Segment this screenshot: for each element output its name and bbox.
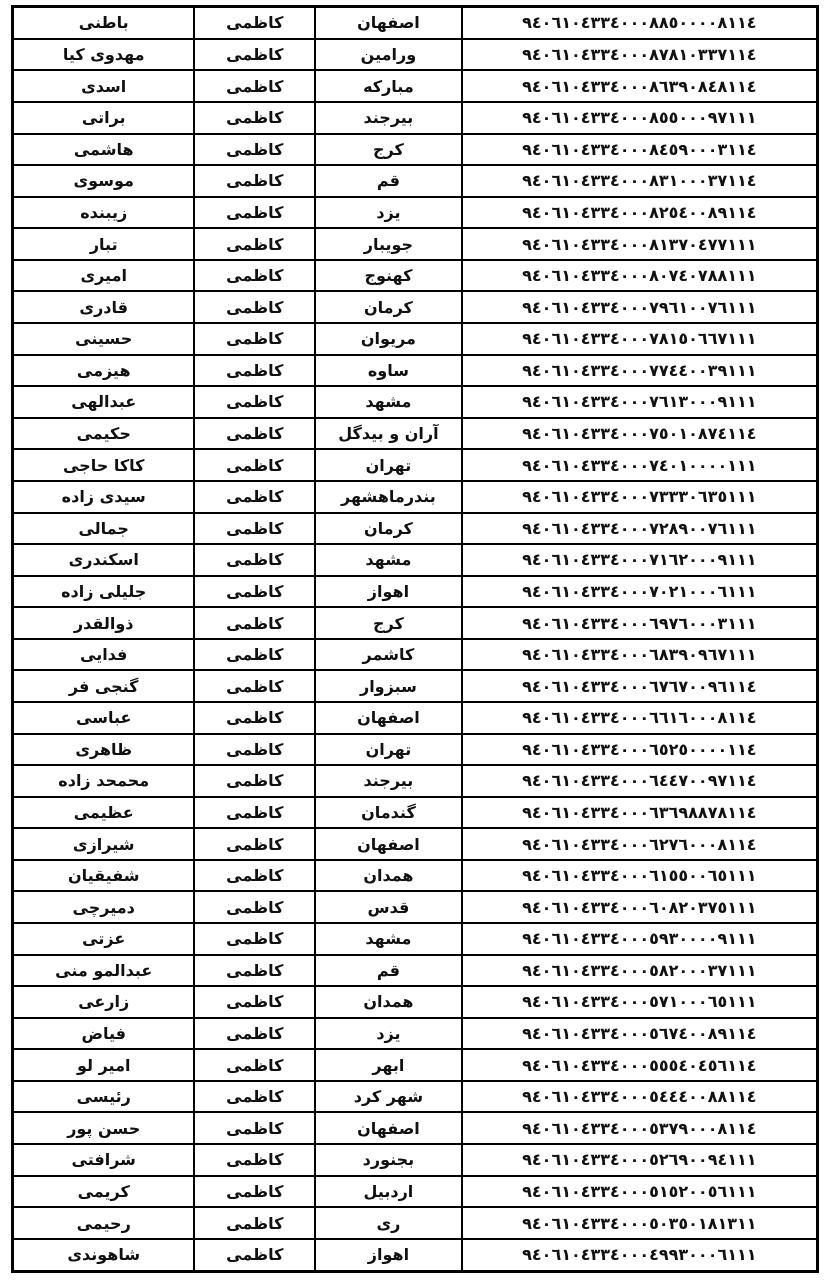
first-name-cell: کاظمی [194, 260, 315, 292]
first-name-cell: کاظمی [194, 197, 315, 229]
city-cell: ساوه [315, 355, 462, 387]
city-cell: بیرجند [315, 102, 462, 134]
family-name-cell: شفیقیان [13, 860, 195, 892]
family-name-cell: شیرازی [13, 828, 195, 860]
table-row [13, 923, 818, 955]
first-name-cell: کاظمی [194, 544, 315, 576]
tracking-number-cell: ٩٤٠٦١٠٤٣٣٤٠٠٠٥٤٤٤٠٠٨٨١١٤ [462, 1081, 818, 1113]
tracking-number-cell: ٩٤٠٦١٠٤٣٣٤٠٠٠٥٩٣٠٠٠٠٩١١١ [462, 923, 818, 955]
first-name-cell: کاظمی [194, 102, 315, 134]
first-name-cell: کاظمی [194, 797, 315, 829]
family-name-cell: زارعی [13, 986, 195, 1018]
first-name-cell: کاظمی [194, 513, 315, 545]
tracking-number-cell: ٩٤٠٦١٠٤٣٣٤٠٠٠٨٢٥٤٠٠٨٩١١٤ [462, 197, 818, 229]
first-name-cell: کاظمی [194, 923, 315, 955]
first-name-cell: کاظمی [194, 734, 315, 766]
family-name-cell: هاشمی [13, 134, 195, 166]
city-cell: اصفهان [315, 702, 462, 734]
first-name-cell: کاظمی [194, 39, 315, 71]
first-name-cell: کاظمی [194, 70, 315, 102]
tracking-number-cell: ٩٤٠٦١٠٤٣٣٤٠٠٠٥٦٧٤٠٠٨٩١١٤ [462, 1018, 818, 1050]
tracking-number-cell: ٩٤٠٦١٠٤٣٣٤٠٠٠٧٣٣٣٠٦٣٥١١١ [462, 481, 818, 513]
family-name-cell: ذوالقدر [13, 607, 195, 639]
tracking-number-cell: ٩٤٠٦١٠٤٣٣٤٠٠٠٥٢٦٩٠٠٩٤١١١ [462, 1144, 818, 1176]
tracking-number-cell: ٩٤٠٦١٠٤٣٣٤٠٠٠٧٠٢١٠٠٠٦١١١ [462, 576, 818, 608]
family-name-cell: اسکندری [13, 544, 195, 576]
table-row [13, 639, 818, 671]
first-name-cell: کاظمی [194, 1049, 315, 1081]
table-row [13, 449, 818, 481]
first-name-cell: کاظمی [194, 1081, 315, 1113]
table-row [13, 544, 818, 576]
tracking-number-cell: ٩٤٠٦١٠٤٣٣٤٠٠٠٨٥٥٠٠٠٩٧١١١ [462, 102, 818, 134]
city-cell: تهران [315, 734, 462, 766]
family-name-cell: دمیرچی [13, 891, 195, 923]
table-row [13, 1112, 818, 1144]
family-name-cell: قادری [13, 291, 195, 323]
family-name-cell: جلیلی زاده [13, 576, 195, 608]
tracking-number-cell: ٩٤٠٦١٠٤٣٣٤٠٠٠٥٠٣٥٠١٨١٣١١ [462, 1207, 818, 1239]
first-name-cell: کاظمی [194, 765, 315, 797]
city-cell: کرمان [315, 291, 462, 323]
family-name-cell: زیبنده [13, 197, 195, 229]
table-row [13, 165, 818, 197]
first-name-cell: کاظمی [194, 1207, 315, 1239]
table-row [13, 197, 818, 229]
city-cell: آران و بیدگل [315, 418, 462, 450]
family-name-cell: ظاهری [13, 734, 195, 766]
city-cell: اردبیل [315, 1176, 462, 1208]
first-name-cell: کاظمی [194, 1018, 315, 1050]
city-cell: تهران [315, 449, 462, 481]
first-name-cell: کاظمی [194, 955, 315, 987]
table-row [13, 955, 818, 987]
family-name-cell: براتی [13, 102, 195, 134]
city-cell: همدان [315, 986, 462, 1018]
table-row [13, 860, 818, 892]
city-cell: اهواز [315, 1239, 462, 1272]
table-row [13, 70, 818, 102]
table-row [13, 1176, 818, 1208]
family-name-cell: فیاض [13, 1018, 195, 1050]
family-name-cell: رئیسی [13, 1081, 195, 1113]
city-cell: همدان [315, 860, 462, 892]
city-cell: اصفهان [315, 1112, 462, 1144]
first-name-cell: کاظمی [194, 828, 315, 860]
city-cell: ابهر [315, 1049, 462, 1081]
tracking-number-cell: ٩٤٠٦١٠٤٣٣٤٠٠٠٦٦١٦٠٠٠٨١١٤ [462, 702, 818, 734]
family-name-cell: گنجی فر [13, 670, 195, 702]
first-name-cell: کاظمی [194, 1176, 315, 1208]
first-name-cell: کاظمی [194, 418, 315, 450]
first-name-cell: کاظمی [194, 481, 315, 513]
tracking-number-cell: ٩٤٠٦١٠٤٣٣٤٠٠٠٦٤٤٧٠٠٩٧١١٤ [462, 765, 818, 797]
first-name-cell: کاظمی [194, 1239, 315, 1272]
tracking-number-cell: ٩٤٠٦١٠٤٣٣٤٠٠٠٥٣٧٩٠٠٠٨١١٤ [462, 1112, 818, 1144]
tracking-number-cell: ٩٤٠٦١٠٤٣٣٤٠٠٠٦٧٦٧٠٠٩٦١١٤ [462, 670, 818, 702]
tracking-number-cell: ٩٤٠٦١٠٤٣٣٤٠٠٠٧٥٠١٠٨٧٤١١٤ [462, 418, 818, 450]
tracking-number-cell: ٩٤٠٦١٠٤٣٣٤٠٠٠٦٣٦٩٨٨٧٨١١٤ [462, 797, 818, 829]
family-name-cell: سیدی زاده [13, 481, 195, 513]
family-name-cell: امیر لو [13, 1049, 195, 1081]
family-name-cell: عبدالهی [13, 386, 195, 418]
family-name-cell: باطنی [13, 7, 195, 39]
tracking-number-cell: ٩٤٠٦١٠٤٣٣٤٠٠٠٨٣١٠٠٠٣٧١١٤ [462, 165, 818, 197]
first-name-cell: کاظمی [194, 1144, 315, 1176]
city-cell: قم [315, 955, 462, 987]
tracking-number-cell: ٩٤٠٦١٠٤٣٣٤٠٠٠٥١٥٢٠٠٥٦١١١ [462, 1176, 818, 1208]
table-row [13, 386, 818, 418]
first-name-cell: کاظمی [194, 355, 315, 387]
first-name-cell: کاظمی [194, 639, 315, 671]
table-row [13, 1018, 818, 1050]
city-cell: ری [315, 1207, 462, 1239]
table-row [13, 891, 818, 923]
city-cell: اصفهان [315, 828, 462, 860]
records-table-container [11, 5, 819, 1273]
tracking-number-cell: ٩٤٠٦١٠٤٣٣٤٠٠٠٦٩٧٦٠٠٠٣١١١ [462, 607, 818, 639]
city-cell: کهنوج [315, 260, 462, 292]
table-row [13, 102, 818, 134]
first-name-cell: کاظمی [194, 228, 315, 260]
city-cell: یزد [315, 1018, 462, 1050]
table-row [13, 228, 818, 260]
tracking-number-cell: ٩٤٠٦١٠٤٣٣٤٠٠٠٨٧٨١٠٣٣٧١١٤ [462, 39, 818, 71]
tracking-number-cell: ٩٤٠٦١٠٤٣٣٤٠٠٠٥٥٥٤٠٤٥٦١١٤ [462, 1049, 818, 1081]
tracking-number-cell: ٩٤٠٦١٠٤٣٣٤٠٠٠٧٢٨٩٠٠٧٦١١١ [462, 513, 818, 545]
table-row [13, 1144, 818, 1176]
city-cell: یزد [315, 197, 462, 229]
tracking-number-cell: ٩٤٠٦١٠٤٣٣٤٠٠٠٦١٥٥٠٠٦٥١١١ [462, 860, 818, 892]
first-name-cell: کاظمی [194, 291, 315, 323]
family-name-cell: جمالی [13, 513, 195, 545]
first-name-cell: کاظمی [194, 860, 315, 892]
tracking-number-cell: ٩٤٠٦١٠٤٣٣٤٠٠٠٦٢٧٦٠٠٠٨١١٤ [462, 828, 818, 860]
table-row [13, 1207, 818, 1239]
city-cell: مشهد [315, 923, 462, 955]
table-row [13, 513, 818, 545]
table-row [13, 481, 818, 513]
city-cell: کاشمر [315, 639, 462, 671]
tracking-number-cell: ٩٤٠٦١٠٤٣٣٤٠٠٠٦٥٢٥٠٠٠٠١١٤ [462, 734, 818, 766]
city-cell: اصفهان [315, 7, 462, 39]
city-cell: قم [315, 165, 462, 197]
table-row [13, 39, 818, 71]
table-row [13, 7, 818, 39]
first-name-cell: کاظمی [194, 134, 315, 166]
city-cell: کرج [315, 607, 462, 639]
family-name-cell: حکیمی [13, 418, 195, 450]
tracking-number-cell: ٩٤٠٦١٠٤٣٣٤٠٠٠٥٧١٠٠٠٦٥١١١ [462, 986, 818, 1018]
family-name-cell: اسدی [13, 70, 195, 102]
first-name-cell: کاظمی [194, 576, 315, 608]
family-name-cell: تبار [13, 228, 195, 260]
first-name-cell: کاظمی [194, 891, 315, 923]
table-row [13, 1239, 818, 1272]
first-name-cell: کاظمی [194, 607, 315, 639]
first-name-cell: کاظمی [194, 702, 315, 734]
city-cell: قدس [315, 891, 462, 923]
tracking-number-cell: ٩٤٠٦١٠٤٣٣٤٠٠٠٧٧٤٤٠٠٣٩١١١ [462, 355, 818, 387]
family-name-cell: عباسی [13, 702, 195, 734]
city-cell: شهر کرد [315, 1081, 462, 1113]
family-name-cell: کاکا حاجی [13, 449, 195, 481]
table-row [13, 323, 818, 355]
city-cell: مشهد [315, 386, 462, 418]
family-name-cell: شرافتی [13, 1144, 195, 1176]
tracking-number-cell: ٩٤٠٦١٠٤٣٣٤٠٠٠٥٨٢٠٠٠٣٧١١١ [462, 955, 818, 987]
city-cell: کرمان [315, 513, 462, 545]
family-name-cell: مهدوی کیا [13, 39, 195, 71]
first-name-cell: کاظمی [194, 670, 315, 702]
tracking-number-cell: ٩٤٠٦١٠٤٣٣٤٠٠٠٧١٦٢٠٠٠٩١١١ [462, 544, 818, 576]
city-cell: گندمان [315, 797, 462, 829]
family-name-cell: امیری [13, 260, 195, 292]
city-cell: سبزوار [315, 670, 462, 702]
family-name-cell: شاهوندی [13, 1239, 195, 1272]
table-row [13, 670, 818, 702]
first-name-cell: کاظمی [194, 7, 315, 39]
family-name-cell: عظیمی [13, 797, 195, 829]
tracking-number-cell: ٩٤٠٦١٠٤٣٣٤٠٠٠٨٠٧٤٠٧٨٨١١١ [462, 260, 818, 292]
family-name-cell: موسوی [13, 165, 195, 197]
city-cell: ورامین [315, 39, 462, 71]
tracking-number-cell: ٩٤٠٦١٠٤٣٣٤٠٠٠٤٩٩٣٠٠٠٦١١١ [462, 1239, 818, 1272]
tracking-number-cell: ٩٤٠٦١٠٤٣٣٤٠٠٠٧٦١٣٠٠٠٩١١١ [462, 386, 818, 418]
city-cell: بندرماهشهر [315, 481, 462, 513]
table-row [13, 291, 818, 323]
family-name-cell: هیزمی [13, 355, 195, 387]
city-cell: مبارکه [315, 70, 462, 102]
city-cell: بیرجند [315, 765, 462, 797]
city-cell: مشهد [315, 544, 462, 576]
family-name-cell: کریمی [13, 1176, 195, 1208]
tracking-number-cell: ٩٤٠٦١٠٤٣٣٤٠٠٠٨١٣٧٠٤٧٧١١١ [462, 228, 818, 260]
tracking-number-cell: ٩٤٠٦١٠٤٣٣٤٠٠٠٦٠٨٢٠٣٧٥١١١ [462, 891, 818, 923]
first-name-cell: کاظمی [194, 1112, 315, 1144]
tracking-number-cell: ٩٤٠٦١٠٤٣٣٤٠٠٠٧٩٦١٠٠٧٦١١١ [462, 291, 818, 323]
table-row [13, 418, 818, 450]
table-row [13, 765, 818, 797]
city-cell: مریوان [315, 323, 462, 355]
family-name-cell: عزتی [13, 923, 195, 955]
table-row [13, 828, 818, 860]
records-table-body [13, 7, 818, 1272]
first-name-cell: کاظمی [194, 165, 315, 197]
city-cell: اهواز [315, 576, 462, 608]
table-row [13, 607, 818, 639]
records-table [11, 5, 819, 1273]
table-row [13, 1081, 818, 1113]
city-cell: بجنورد [315, 1144, 462, 1176]
family-name-cell: فدایی [13, 639, 195, 671]
table-row [13, 260, 818, 292]
first-name-cell: کاظمی [194, 986, 315, 1018]
table-row [13, 986, 818, 1018]
table-row [13, 1049, 818, 1081]
table-row [13, 355, 818, 387]
table-row [13, 576, 818, 608]
tracking-number-cell: ٩٤٠٦١٠٤٣٣٤٠٠٠٨٨٥٠٠٠٠٨١١٤ [462, 7, 818, 39]
family-name-cell: عبدالمو منی [13, 955, 195, 987]
family-name-cell: حسینی [13, 323, 195, 355]
table-row [13, 134, 818, 166]
city-cell: جویبار [315, 228, 462, 260]
family-name-cell: رحیمی [13, 1207, 195, 1239]
table-row [13, 797, 818, 829]
tracking-number-cell: ٩٤٠٦١٠٤٣٣٤٠٠٠٨٦٣٩٠٨٤٨١١٤ [462, 70, 818, 102]
family-name-cell: محمحد زاده [13, 765, 195, 797]
city-cell: کرج [315, 134, 462, 166]
family-name-cell: حسن پور [13, 1112, 195, 1144]
table-row [13, 702, 818, 734]
tracking-number-cell: ٩٤٠٦١٠٤٣٣٤٠٠٠٦٨٣٩٠٩٦٧١١١ [462, 639, 818, 671]
first-name-cell: کاظمی [194, 386, 315, 418]
first-name-cell: کاظمی [194, 323, 315, 355]
tracking-number-cell: ٩٤٠٦١٠٤٣٣٤٠٠٠٧٤٠١٠٠٠٠١١١ [462, 449, 818, 481]
table-row [13, 734, 818, 766]
tracking-number-cell: ٩٤٠٦١٠٤٣٣٤٠٠٠٧٨١٥٠٦٦٧١١١ [462, 323, 818, 355]
tracking-number-cell: ٩٤٠٦١٠٤٣٣٤٠٠٠٨٤٥٩٠٠٠٣١١٤ [462, 134, 818, 166]
first-name-cell: کاظمی [194, 449, 315, 481]
